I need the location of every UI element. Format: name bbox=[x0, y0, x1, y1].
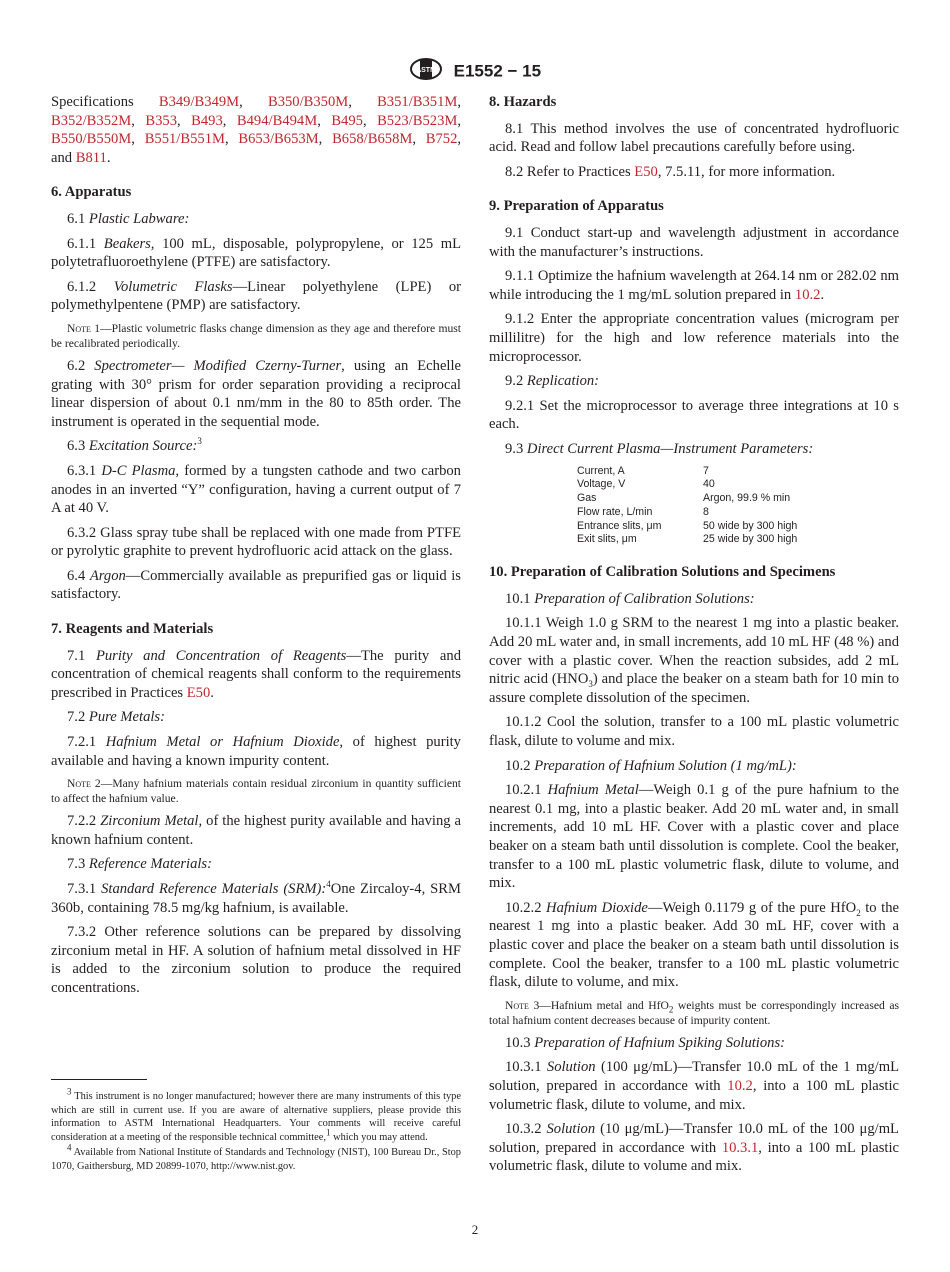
param-name: Gas bbox=[577, 492, 597, 505]
para-10-1: 10.1 Preparation of Calibration Solutions: bbox=[505, 590, 755, 607]
para-7-2-2: 7.2.2 Zirconium Metal, of the highest purity available and having a known hafnium content. bbox=[51, 813, 462, 848]
instrument-parameters-table bbox=[577, 465, 797, 548]
intro-specifications: Specifications B349/B349M, B350/B350M, B351/B351M, B352/B352M, B353, B493, B494/B494M, B495, B523/B523M, B550/B550M, B551/B551M, B653/B653M, B658/B658M, B752, and B811. bbox=[51, 94, 462, 166]
para-6-1-2: 6.1.2 Volumetric Flasks—Linear polyethylene (LPE) or polymethylpentene (PMP) are satisfactory. bbox=[51, 278, 462, 314]
param-value: 8 bbox=[703, 505, 709, 518]
note-3: Note 3—Hafnium metal and HfO$_2$ weights must be correspondingly increased as total hafnium content decreases because of impurity content. bbox=[489, 998, 899, 1027]
footnote-4: $^4$ Available from National Institute of Standards and Technology (NIST), 100 Bureau Dr., Stop 1070, Gaithersburg, MD 20899-1070, http://www.nist.gov. bbox=[51, 1142, 461, 1172]
table-row bbox=[577, 465, 797, 479]
para-10-2-1: 10.2.1 Hafnium Metal—Weigh 0.1 g of the pure hafnium to the nearest 0.1 mg, into a plastic beaker. Add 20 mL water and, in small increments, add 10 mL HF. Cover with a plastic cover and place beaker on a steam bath until dissolution is complete. Cool the beaker, transfer to a 100 mL plastic volumetric flask, dilute to volume, and mix. bbox=[489, 782, 899, 892]
section-heading-6: 6. Apparatus bbox=[51, 184, 132, 201]
param-value: Argon, 99.9 % min bbox=[703, 492, 791, 505]
ref-link[interactable]: B352/B352M bbox=[51, 112, 132, 129]
para-10-3: 10.3 Preparation of Hafnium Spiking Solutions: bbox=[505, 1034, 785, 1051]
ref-link[interactable]: B523/B523M bbox=[377, 112, 458, 129]
param-name: Voltage, V bbox=[577, 478, 626, 491]
table-row bbox=[577, 520, 797, 534]
footnote-divider bbox=[51, 1079, 147, 1080]
ref-link[interactable]: 10.2 bbox=[794, 286, 821, 303]
para-6-3-1: 6.3.1 D-C Plasma, formed by a tungsten cathode and two carbon anodes in an inverted “Y” configuration, having a current output of 7 A at 40 V. bbox=[51, 462, 461, 517]
para-8-2: 8.2 Refer to Practices E50, 7.5.11, for more information. bbox=[505, 163, 836, 180]
note-2: Note 2—Many hafnium materials contain residual zirconium in quantity sufficient to affect the hafnium value. bbox=[51, 777, 461, 806]
para-9-1-1: 9.1.1 Optimize the hafnium wavelength at 264.14 nm or 282.02 nm while introducing the 1 mg/mL solution prepared in 10.2. bbox=[489, 268, 899, 303]
footnote-ref[interactable]: 4 bbox=[326, 879, 331, 890]
param-value: 40 bbox=[703, 478, 715, 491]
footnote-ref[interactable]: 3 bbox=[197, 436, 202, 447]
page-number: 2 bbox=[471, 1222, 479, 1237]
para-10-1-1: 10.1.1 Weigh 1.0 g SRM to the nearest 1 mg into a plastic beaker. Add 20 mL water and, in small increments, add 10 mL HF (48 %) and cover with a plastic cover. When the reaction subsides, add 2 mL nitric acid $(HNO_3)$ and place the beaker on a steam bath for 10 min to assure complete dissolution of the specimen. bbox=[489, 615, 899, 706]
para-7-2-1: 7.2.1 Hafnium Metal or Hafnium Dioxide, of highest purity available and having a known impurity content. bbox=[51, 734, 461, 769]
para-7-3: 7.3 Reference Materials: bbox=[67, 856, 212, 873]
section-heading-9: 9. Preparation of Apparatus bbox=[489, 198, 664, 215]
table-row bbox=[577, 478, 797, 492]
ref-link[interactable]: B493 bbox=[191, 112, 223, 129]
para-6-1: 6.1 Plastic Labware: bbox=[67, 210, 190, 227]
para-6-1-1: 6.1.1 Beakers, 100 mL, disposable, polypropylene, or 125 mL polytetrafluoroethylene (PTFE) are satisfactory. bbox=[51, 235, 461, 271]
ref-link[interactable]: B550/B550M bbox=[51, 131, 132, 148]
para-9-1-2: 9.1.2 Enter the appropriate concentration values (microgram per millilitre) for the high and low reference materials into the microprocessor. bbox=[489, 311, 899, 365]
document-designation: E1552 − 15 bbox=[453, 61, 542, 81]
para-7-1: 7.1 Purity and Concentration of Reagents—The purity and concentration of chemical reagents shall conform to the requirements prescribed in Practices E50. bbox=[51, 647, 461, 701]
left-column bbox=[51, 93, 461, 1004]
svg-text:ASTM: ASTM bbox=[415, 67, 436, 74]
ref-link[interactable]: E50 bbox=[634, 163, 658, 180]
param-value: 50 wide by 300 high bbox=[703, 519, 798, 532]
para-9-2-1: 9.2.1 Set the microprocessor to average three integrations at 10 s each. bbox=[489, 397, 899, 433]
para-7-2: 7.2 Pure Metals: bbox=[67, 709, 165, 726]
para-10-3-2: 10.3.2 Solution (10 μg/mL)—Transfer 10.0 mL of the 100 μg/mL solution, prepared in accordance with 10.3.1, into a 100 mL plastic volumetric flask, dilute to volume and mix. bbox=[489, 1121, 899, 1175]
para-8-1: 8.1 This method involves the use of concentrated hydrofluoric acid. Read and follow label precautions carefully before using. bbox=[489, 120, 899, 156]
para-10-2: 10.2 Preparation of Hafnium Solution (1 mg/mL): bbox=[505, 757, 797, 774]
section-heading-7: 7. Reagents and Materials bbox=[51, 621, 214, 638]
section-heading-10: 10. Preparation of Calibration Solutions and Specimens bbox=[489, 564, 836, 581]
param-name: Exit slits, μm bbox=[577, 533, 637, 546]
para-9-3: 9.3 Direct Current Plasma—Instrument Parameters: bbox=[505, 440, 814, 457]
ref-link[interactable]: B658/B658M bbox=[332, 131, 413, 148]
ref-link[interactable]: E50 bbox=[186, 684, 211, 701]
para-9-2: 9.2 Replication: bbox=[505, 373, 600, 390]
ref-link[interactable]: B752 bbox=[425, 131, 458, 148]
note-1: Note 1—Plastic volumetric flasks change dimension as they age and therefore must be recalibrated periodically. bbox=[51, 321, 461, 350]
astm-logo-icon bbox=[409, 57, 443, 86]
table-row bbox=[577, 506, 797, 520]
section-heading-8: 8. Hazards bbox=[489, 94, 557, 110]
para-6-4: 6.4 Argon—Commercially available as prepurified gas or liquid is satisfactory. bbox=[51, 567, 461, 603]
ref-link[interactable]: 10.3.1 bbox=[721, 1139, 759, 1156]
param-name: Current, A bbox=[577, 464, 625, 477]
ref-link[interactable]: B494/B494M bbox=[236, 112, 318, 129]
param-name: Entrance slits, μm bbox=[577, 519, 662, 532]
page-header bbox=[0, 57, 950, 86]
ref-link[interactable]: B349/B349M bbox=[158, 94, 240, 110]
param-value: 25 wide by 300 high bbox=[703, 533, 798, 546]
ref-link[interactable]: B551/B551M bbox=[144, 131, 225, 148]
param-value: 7 bbox=[703, 464, 709, 477]
ref-link[interactable]: B653/B653M bbox=[238, 131, 319, 148]
para-10-3-1: 10.3.1 Solution (100 μg/mL)—Transfer 10.0 mL of the 1 mg/mL solution, prepared in accordance with 10.2, into a 100 mL plastic volumetric flask, dilute to volume, and mix. bbox=[489, 1059, 899, 1113]
right-column bbox=[489, 93, 899, 1182]
table-row bbox=[577, 492, 797, 506]
para-6-3: 6.3 Excitation Source:$^3$ bbox=[67, 436, 202, 455]
ref-link[interactable]: B811 bbox=[75, 149, 107, 166]
para-10-1-2: 10.1.2 Cool the solution, transfer to a 100 mL plastic volumetric flask, dilute to volume and mix. bbox=[489, 714, 899, 750]
ref-link[interactable]: B350/B350M bbox=[267, 94, 349, 110]
ref-link[interactable]: B495 bbox=[331, 112, 363, 129]
para-7-3-2: 7.3.2 Other reference solutions can be prepared by dissolving zirconium metal in HF. A solution of hafnium metal dissolved in HF is added to the zirconium solution to produce the required concentrations. bbox=[51, 924, 461, 996]
ref-link[interactable]: B353 bbox=[145, 112, 178, 129]
para-7-3-1: 7.3.1 Standard Reference Materials (SRM):$^4$One Zircaloy-4, SRM 360b, containing 78.5 mg/kg hafnium, is available. bbox=[51, 879, 461, 916]
para-10-2-2: 10.2.2 Hafnium Dioxide—Weigh 0.1179 g of the pure HfO$_2$ to the nearest 1 mg into a plastic beaker. Add 30 mL HF, cover with a plastic cover and place the beaker on a steam bath until dissolution is complete. Cool the beaker, transfer to a 100 mL plastic volumetric flask, dilute to volume, and mix. bbox=[489, 899, 899, 991]
param-name: Flow rate, L/min bbox=[577, 505, 653, 518]
ref-link[interactable]: B351/B351M bbox=[377, 94, 458, 110]
footnote-3: $^3$ This instrument is no longer manufactured; however there are many instruments of this type which are still in current use. If you are aware of alternative suppliers, please provide this information to ASTM International Headquarters. Your comments will receive careful consideration at a meeting of the responsible technical committee,$^1$ which you may attend. bbox=[51, 1086, 461, 1143]
para-6-2: 6.2 Spectrometer— Modified Czerny-Turner, using an Echelle grating with 30° prism for order separation providing a reciprocal linear dispersion of about 0.1 nm/mm in the 80 to 85th order. The instrument is operated in the sequential mode. bbox=[51, 357, 462, 430]
para-6-3-2: 6.3.2 Glass spray tube shall be replaced with one made from PTFE or pyrolytic graphite to prevent hydrofluoric acid attack on the glass. bbox=[51, 524, 461, 560]
footnotes bbox=[51, 1086, 461, 1176]
ref-link[interactable]: 10.2 bbox=[727, 1077, 753, 1094]
table-row bbox=[577, 533, 797, 547]
para-9-1: 9.1 Conduct start-up and wavelength adjustment in accordance with the manufacturer’s instructions. bbox=[489, 224, 899, 260]
